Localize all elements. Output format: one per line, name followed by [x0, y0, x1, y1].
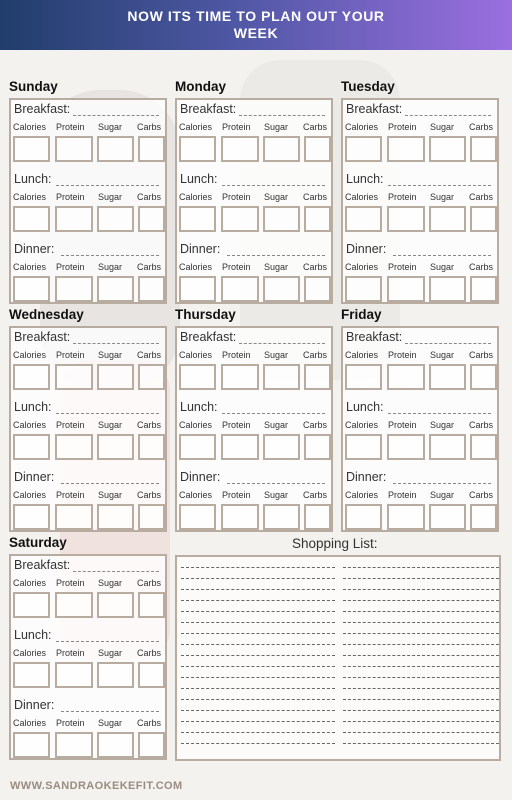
nutrient-box-sugar[interactable]	[263, 276, 300, 302]
nutrient-label-sugar: Sugar	[98, 490, 123, 500]
meal-write-line[interactable]	[239, 115, 325, 116]
sunday-dinner-section	[11, 242, 165, 312]
nutrient-label-sugar: Sugar	[98, 122, 123, 132]
nutrient-box-carbs[interactable]	[138, 732, 165, 758]
nutrient-label-carbs: Carbs	[303, 490, 328, 500]
nutrient-label-sugar: Sugar	[98, 262, 123, 272]
meal-label-lunch: Lunch:	[14, 628, 52, 642]
nutrient-box-calories[interactable]	[13, 136, 50, 162]
nutrient-box-sugar[interactable]	[97, 276, 134, 302]
shopping-list-line[interactable]	[181, 655, 335, 656]
meal-label-breakfast: Breakfast:	[180, 102, 237, 116]
nutrient-label-sugar: Sugar	[430, 262, 455, 272]
nutrient-label-calories: Calories	[13, 490, 47, 500]
nutrient-label-protein: Protein	[222, 262, 251, 272]
nutrient-label-sugar: Sugar	[264, 192, 289, 202]
nutrient-label-carbs: Carbs	[137, 490, 162, 500]
shopping-list-line[interactable]	[343, 611, 499, 612]
nutrient-label-protein: Protein	[388, 262, 417, 272]
meal-label-dinner: Dinner:	[346, 242, 387, 256]
meal-label-lunch: Lunch:	[14, 172, 52, 186]
meal-label-dinner: Dinner:	[14, 242, 55, 256]
nutrient-box-protein[interactable]	[55, 504, 93, 530]
shopping-list-line[interactable]	[181, 666, 335, 667]
nutrient-label-sugar: Sugar	[264, 350, 289, 360]
shopping-list-line[interactable]	[181, 688, 335, 689]
nutrient-label-carbs: Carbs	[137, 350, 162, 360]
nutrient-label-sugar: Sugar	[98, 578, 123, 588]
nutrient-label-carbs: Carbs	[137, 192, 162, 202]
shopping-list-line[interactable]	[181, 622, 335, 623]
nutrient-box-sugar[interactable]	[97, 206, 134, 232]
nutrient-label-carbs: Carbs	[469, 192, 494, 202]
nutrient-box-protein[interactable]	[55, 434, 93, 460]
nutrient-label-protein: Protein	[222, 490, 251, 500]
nutrient-label-sugar: Sugar	[98, 648, 123, 658]
nutrient-box-protein[interactable]	[55, 732, 93, 758]
nutrient-box-carbs[interactable]	[470, 434, 497, 460]
meal-write-line[interactable]	[388, 185, 491, 186]
meal-label-lunch: Lunch:	[346, 172, 384, 186]
nutrient-label-calories: Calories	[13, 718, 47, 728]
meal-label-breakfast: Breakfast:	[14, 102, 71, 116]
nutrient-label-carbs: Carbs	[303, 122, 328, 132]
monday-lunch-section	[177, 172, 331, 242]
nutrient-label-sugar: Sugar	[264, 262, 289, 272]
nutrient-box-protein[interactable]	[221, 504, 259, 530]
meal-label-breakfast: Breakfast:	[180, 330, 237, 344]
meal-write-line[interactable]	[73, 343, 159, 344]
nutrient-box-carbs[interactable]	[304, 136, 331, 162]
nutrient-label-carbs: Carbs	[137, 420, 162, 430]
nutrient-box-protein[interactable]	[55, 662, 93, 688]
nutrient-label-calories: Calories	[345, 262, 379, 272]
shopping-list-line[interactable]	[343, 578, 499, 579]
shopping-list-line[interactable]	[343, 644, 499, 645]
nutrient-box-carbs[interactable]	[470, 276, 497, 302]
nutrient-label-protein: Protein	[222, 420, 251, 430]
day-title-thursday: Thursday	[175, 307, 236, 322]
nutrient-box-calories[interactable]	[345, 206, 382, 232]
wednesday-lunch-section	[11, 400, 165, 470]
meal-label-lunch: Lunch:	[180, 172, 218, 186]
nutrient-box-carbs[interactable]	[138, 504, 165, 530]
nutrient-label-calories: Calories	[345, 490, 379, 500]
meal-write-line[interactable]	[405, 115, 491, 116]
meal-write-line[interactable]	[73, 571, 159, 572]
meal-label-lunch: Lunch:	[14, 400, 52, 414]
meal-write-line[interactable]	[405, 343, 491, 344]
nutrient-label-protein: Protein	[56, 490, 85, 500]
nutrient-box-sugar[interactable]	[97, 136, 134, 162]
nutrient-box-sugar[interactable]	[97, 434, 134, 460]
shopping-list-line[interactable]	[343, 600, 499, 601]
nutrient-box-sugar[interactable]	[429, 434, 466, 460]
nutrient-box-carbs[interactable]	[138, 364, 165, 390]
nutrient-label-calories: Calories	[179, 420, 213, 430]
nutrient-box-protein[interactable]	[221, 276, 259, 302]
nutrient-label-calories: Calories	[345, 192, 379, 202]
nutrient-box-carbs[interactable]	[138, 206, 165, 232]
meal-write-line[interactable]	[222, 185, 325, 186]
nutrient-label-protein: Protein	[388, 122, 417, 132]
shopping-list-line[interactable]	[181, 721, 335, 722]
shopping-list-line[interactable]	[343, 721, 499, 722]
shopping-list-line[interactable]	[343, 732, 499, 733]
meal-label-lunch: Lunch:	[346, 400, 384, 414]
nutrient-box-calories[interactable]	[13, 364, 50, 390]
nutrient-label-protein: Protein	[388, 350, 417, 360]
nutrient-label-protein: Protein	[388, 420, 417, 430]
nutrient-box-protein[interactable]	[221, 434, 259, 460]
shopping-list-line[interactable]	[181, 710, 335, 711]
friday-lunch-section	[343, 400, 497, 470]
nutrient-label-sugar: Sugar	[430, 350, 455, 360]
nutrient-label-protein: Protein	[222, 350, 251, 360]
nutrient-label-protein: Protein	[56, 718, 85, 728]
shopping-list-line[interactable]	[343, 743, 499, 744]
meal-write-line[interactable]	[227, 483, 325, 484]
tuesday-lunch-section	[343, 172, 497, 242]
nutrient-box-sugar[interactable]	[429, 136, 466, 162]
nutrient-label-calories: Calories	[179, 122, 213, 132]
nutrient-box-calories[interactable]	[345, 504, 382, 530]
nutrient-box-sugar[interactable]	[263, 136, 300, 162]
day-box-saturday	[9, 554, 167, 760]
nutrient-box-protein[interactable]	[387, 364, 425, 390]
nutrient-label-protein: Protein	[222, 122, 251, 132]
nutrient-box-calories[interactable]	[179, 276, 216, 302]
meal-label-dinner: Dinner:	[180, 470, 221, 484]
shopping-list-line[interactable]	[343, 710, 499, 711]
meal-write-line[interactable]	[73, 115, 159, 116]
saturday-lunch-section	[11, 628, 165, 698]
nutrient-label-calories: Calories	[179, 350, 213, 360]
nutrient-label-carbs: Carbs	[303, 192, 328, 202]
shopping-list-line[interactable]	[181, 732, 335, 733]
nutrient-box-sugar[interactable]	[97, 364, 134, 390]
nutrient-label-calories: Calories	[13, 350, 47, 360]
nutrient-box-sugar[interactable]	[429, 504, 466, 530]
thursday-lunch-section	[177, 400, 331, 470]
shopping-list-line[interactable]	[181, 633, 335, 634]
nutrient-box-calories[interactable]	[179, 364, 216, 390]
nutrient-box-calories[interactable]	[345, 434, 382, 460]
nutrient-box-calories[interactable]	[13, 662, 50, 688]
tuesday-dinner-section	[343, 242, 497, 312]
nutrient-box-carbs[interactable]	[304, 504, 331, 530]
shopping-list-title: Shopping List:	[292, 536, 378, 551]
day-title-wednesday: Wednesday	[9, 307, 84, 322]
meal-write-line[interactable]	[56, 641, 159, 642]
nutrient-label-sugar: Sugar	[98, 420, 123, 430]
nutrient-box-sugar[interactable]	[263, 206, 300, 232]
nutrient-label-protein: Protein	[56, 192, 85, 202]
nutrient-label-protein: Protein	[388, 192, 417, 202]
meal-label-breakfast: Breakfast:	[346, 330, 403, 344]
nutrient-label-calories: Calories	[345, 420, 379, 430]
nutrient-label-sugar: Sugar	[430, 490, 455, 500]
day-title-monday: Monday	[175, 79, 227, 94]
nutrient-box-carbs[interactable]	[138, 276, 165, 302]
nutrient-label-carbs: Carbs	[469, 122, 494, 132]
nutrient-label-sugar: Sugar	[264, 122, 289, 132]
nutrient-label-sugar: Sugar	[430, 122, 455, 132]
nutrient-box-protein[interactable]	[55, 136, 93, 162]
meal-label-breakfast: Breakfast:	[14, 330, 71, 344]
meal-write-line[interactable]	[56, 185, 159, 186]
wednesday-dinner-section	[11, 470, 165, 540]
day-title-sunday: Sunday	[9, 79, 58, 94]
nutrient-box-carbs[interactable]	[304, 206, 331, 232]
nutrient-box-carbs[interactable]	[138, 592, 165, 618]
nutrient-box-protein[interactable]	[387, 434, 425, 460]
day-box-tuesday	[341, 98, 499, 304]
shopping-list-line[interactable]	[181, 743, 335, 744]
meal-label-breakfast: Breakfast:	[14, 558, 71, 572]
meal-write-line[interactable]	[227, 255, 325, 256]
nutrient-label-calories: Calories	[345, 122, 379, 132]
meal-write-line[interactable]	[388, 413, 491, 414]
header-banner	[0, 0, 512, 50]
nutrient-box-carbs[interactable]	[470, 364, 497, 390]
nutrient-label-calories: Calories	[345, 350, 379, 360]
tuesday-breakfast-section	[343, 102, 497, 172]
banner-line-2: WEEK	[233, 25, 279, 41]
shopping-list-line[interactable]	[343, 699, 499, 700]
nutrient-box-sugar[interactable]	[263, 504, 300, 530]
nutrient-box-carbs[interactable]	[138, 136, 165, 162]
shopping-list-line[interactable]	[343, 622, 499, 623]
nutrient-box-calories[interactable]	[179, 504, 216, 530]
monday-breakfast-section	[177, 102, 331, 172]
nutrient-box-sugar[interactable]	[263, 434, 300, 460]
nutrient-label-calories: Calories	[13, 122, 47, 132]
shopping-list-line[interactable]	[181, 611, 335, 612]
day-box-friday	[341, 326, 499, 532]
shopping-list-line[interactable]	[343, 567, 499, 568]
friday-dinner-section	[343, 470, 497, 540]
shopping-list-line[interactable]	[343, 589, 499, 590]
saturday-dinner-section	[11, 698, 165, 768]
nutrient-box-calories[interactable]	[13, 504, 50, 530]
shopping-list-line[interactable]	[343, 677, 499, 678]
sunday-lunch-section	[11, 172, 165, 242]
nutrient-box-protein[interactable]	[387, 276, 425, 302]
nutrient-label-sugar: Sugar	[98, 192, 123, 202]
nutrient-box-carbs[interactable]	[304, 276, 331, 302]
nutrient-box-carbs[interactable]	[470, 206, 497, 232]
meal-write-line[interactable]	[222, 413, 325, 414]
nutrient-box-protein[interactable]	[55, 276, 93, 302]
nutrient-label-calories: Calories	[13, 192, 47, 202]
meal-label-breakfast: Breakfast:	[346, 102, 403, 116]
nutrient-box-protein[interactable]	[387, 136, 425, 162]
nutrient-box-protein[interactable]	[387, 504, 425, 530]
meal-write-line[interactable]	[61, 711, 159, 712]
nutrient-box-carbs[interactable]	[470, 136, 497, 162]
monday-dinner-section	[177, 242, 331, 312]
nutrient-box-carbs[interactable]	[138, 662, 165, 688]
nutrient-box-protein[interactable]	[55, 364, 93, 390]
nutrient-label-carbs: Carbs	[303, 350, 328, 360]
nutrient-box-calories[interactable]	[345, 276, 382, 302]
meal-label-dinner: Dinner:	[180, 242, 221, 256]
shopping-list-line[interactable]	[181, 699, 335, 700]
nutrient-box-calories[interactable]	[13, 434, 50, 460]
nutrient-box-carbs[interactable]	[138, 434, 165, 460]
shopping-list-line[interactable]	[181, 578, 335, 579]
nutrient-label-protein: Protein	[222, 192, 251, 202]
nutrient-box-calories[interactable]	[13, 592, 50, 618]
shopping-list-line[interactable]	[181, 589, 335, 590]
nutrient-label-carbs: Carbs	[137, 122, 162, 132]
nutrient-box-protein[interactable]	[221, 136, 259, 162]
nutrient-label-sugar: Sugar	[264, 420, 289, 430]
shopping-list-line[interactable]	[181, 600, 335, 601]
meal-write-line[interactable]	[239, 343, 325, 344]
nutrient-label-sugar: Sugar	[430, 420, 455, 430]
nutrient-label-protein: Protein	[56, 122, 85, 132]
nutrient-box-calories[interactable]	[179, 434, 216, 460]
day-title-saturday: Saturday	[9, 535, 67, 550]
nutrient-box-sugar[interactable]	[97, 592, 134, 618]
nutrient-box-protein[interactable]	[55, 206, 93, 232]
nutrient-label-calories: Calories	[179, 192, 213, 202]
meal-write-line[interactable]	[393, 255, 491, 256]
nutrient-box-sugar[interactable]	[429, 206, 466, 232]
meal-write-line[interactable]	[393, 483, 491, 484]
nutrient-label-carbs: Carbs	[137, 648, 162, 658]
nutrient-label-calories: Calories	[179, 490, 213, 500]
meal-write-line[interactable]	[61, 255, 159, 256]
banner-line-1: NOW ITS TIME TO PLAN OUT YOUR	[127, 8, 385, 24]
nutrient-label-sugar: Sugar	[98, 718, 123, 728]
day-title-tuesday: Tuesday	[341, 79, 395, 94]
day-box-monday	[175, 98, 333, 304]
nutrient-label-sugar: Sugar	[430, 192, 455, 202]
nutrient-box-sugar[interactable]	[97, 504, 134, 530]
shopping-list-box[interactable]	[175, 555, 501, 761]
nutrient-label-carbs: Carbs	[303, 420, 328, 430]
nutrient-label-protein: Protein	[388, 490, 417, 500]
shopping-list-line[interactable]	[181, 677, 335, 678]
nutrient-box-calories[interactable]	[13, 206, 50, 232]
nutrient-label-carbs: Carbs	[303, 262, 328, 272]
day-title-friday: Friday	[341, 307, 382, 322]
nutrient-box-sugar[interactable]	[97, 732, 134, 758]
day-box-sunday	[9, 98, 167, 304]
nutrient-box-calories[interactable]	[345, 136, 382, 162]
meal-label-dinner: Dinner:	[14, 698, 55, 712]
meal-label-dinner: Dinner:	[14, 470, 55, 484]
thursday-dinner-section	[177, 470, 331, 540]
day-box-wednesday	[9, 326, 167, 532]
nutrient-box-sugar[interactable]	[429, 276, 466, 302]
meal-label-lunch: Lunch:	[180, 400, 218, 414]
nutrient-label-sugar: Sugar	[264, 490, 289, 500]
nutrient-label-carbs: Carbs	[137, 718, 162, 728]
nutrient-label-calories: Calories	[13, 420, 47, 430]
nutrient-label-protein: Protein	[56, 262, 85, 272]
nutrient-label-carbs: Carbs	[469, 262, 494, 272]
day-box-thursday	[175, 326, 333, 532]
nutrient-box-protein[interactable]	[55, 592, 93, 618]
nutrient-box-carbs[interactable]	[470, 504, 497, 530]
nutrient-label-calories: Calories	[13, 262, 47, 272]
nutrient-box-protein[interactable]	[387, 206, 425, 232]
shopping-list-line[interactable]	[343, 633, 499, 634]
nutrient-label-carbs: Carbs	[469, 420, 494, 430]
nutrient-label-calories: Calories	[13, 648, 47, 658]
shopping-list-line[interactable]	[343, 655, 499, 656]
nutrient-label-protein: Protein	[56, 578, 85, 588]
wednesday-breakfast-section	[11, 330, 165, 400]
nutrient-box-carbs[interactable]	[304, 364, 331, 390]
meal-write-line[interactable]	[56, 413, 159, 414]
nutrient-box-sugar[interactable]	[97, 662, 134, 688]
nutrient-box-sugar[interactable]	[263, 364, 300, 390]
meal-label-dinner: Dinner:	[346, 470, 387, 484]
nutrient-box-protein[interactable]	[221, 206, 259, 232]
nutrient-label-protein: Protein	[56, 648, 85, 658]
nutrient-box-calories[interactable]	[179, 206, 216, 232]
nutrient-box-calories[interactable]	[345, 364, 382, 390]
shopping-list-line[interactable]	[343, 688, 499, 689]
nutrient-box-carbs[interactable]	[304, 434, 331, 460]
nutrient-label-calories: Calories	[13, 578, 47, 588]
shopping-list-line[interactable]	[181, 644, 335, 645]
shopping-list-line[interactable]	[181, 567, 335, 568]
website-footer: WWW.SANDRAOKEKEFIT.COM	[10, 780, 183, 792]
sunday-breakfast-section	[11, 102, 165, 172]
nutrient-box-calories[interactable]	[179, 136, 216, 162]
saturday-breakfast-section	[11, 558, 165, 628]
nutrient-box-calories[interactable]	[13, 732, 50, 758]
nutrient-label-carbs: Carbs	[137, 262, 162, 272]
nutrient-label-carbs: Carbs	[469, 490, 494, 500]
nutrient-box-calories[interactable]	[13, 276, 50, 302]
nutrient-label-protein: Protein	[56, 420, 85, 430]
shopping-list-line[interactable]	[343, 666, 499, 667]
nutrient-label-calories: Calories	[179, 262, 213, 272]
nutrient-label-protein: Protein	[56, 350, 85, 360]
meal-write-line[interactable]	[61, 483, 159, 484]
thursday-breakfast-section	[177, 330, 331, 400]
nutrient-label-carbs: Carbs	[469, 350, 494, 360]
nutrient-box-protein[interactable]	[221, 364, 259, 390]
nutrient-box-sugar[interactable]	[429, 364, 466, 390]
nutrient-label-carbs: Carbs	[137, 578, 162, 588]
nutrient-label-sugar: Sugar	[98, 350, 123, 360]
friday-breakfast-section	[343, 330, 497, 400]
